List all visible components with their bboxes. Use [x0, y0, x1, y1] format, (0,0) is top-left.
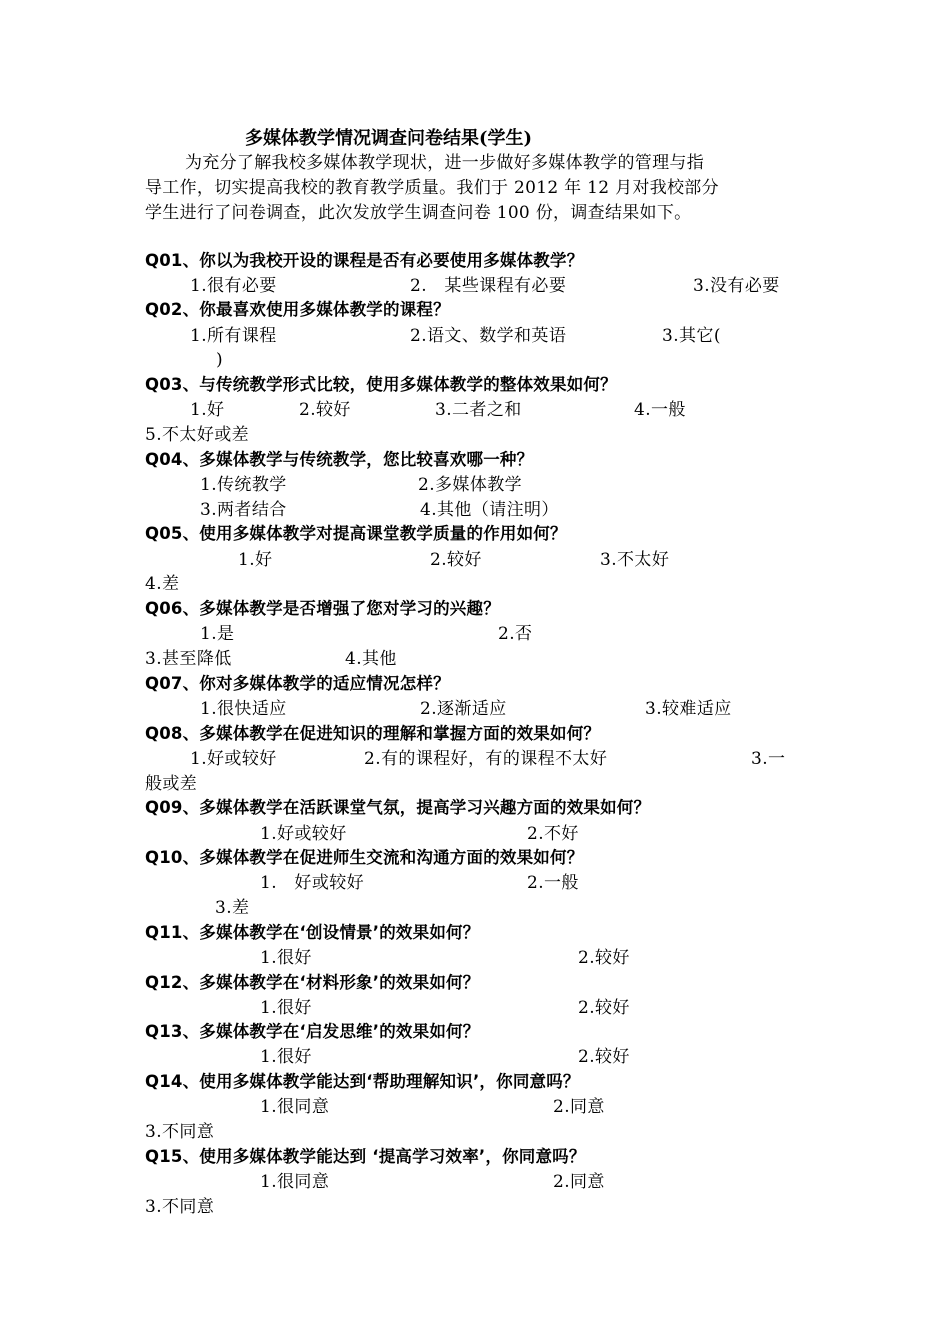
- q10-option-2: 2.一般: [527, 873, 579, 893]
- q15-option-1: 1.很同意: [260, 1172, 330, 1192]
- question-q10: Q10、多媒体教学在促进师生交流和沟通方面的效果如何？: [145, 848, 584, 867]
- q06-option-3: 3.甚至降低: [145, 649, 232, 669]
- q02-option-3-close: ): [216, 350, 224, 370]
- q15-option-2: 2.同意: [553, 1172, 605, 1192]
- intro-line-3: 学生进行了问卷调查，此次发放学生调查问卷 100 份，调查结果如下。: [145, 203, 692, 223]
- q01-option-2: 2. 某些课程有必要: [410, 276, 567, 296]
- q10-option-1: 1. 好或较好: [260, 873, 365, 893]
- q08-option-2: 2.有的课程好，有的课程不太好: [364, 749, 608, 769]
- intro-line-2: 导工作，切实提高我校的教育教学质量。我们于 2012 年 12 月对我校部分: [145, 178, 719, 198]
- q04-option-3: 3.两者结合: [200, 500, 287, 520]
- question-q09: Q09、多媒体教学在活跃课堂气氛，提高学习兴趣方面的效果如何？: [145, 798, 651, 817]
- intro-line-1: 为充分了解我校多媒体教学现状，进一步做好多媒体教学的管理与指: [185, 153, 704, 173]
- question-q01: Q01、你以为我校开设的课程是否有必要使用多媒体教学？: [145, 251, 584, 270]
- question-q15: Q15、使用多媒体教学能达到 ‘提高学习效率’，你同意吗？: [145, 1147, 586, 1166]
- q09-option-2: 2.不好: [527, 824, 579, 844]
- question-q14: Q14、使用多媒体教学能达到‘帮助理解知识’，你同意吗？: [145, 1072, 580, 1091]
- q15-option-3: 3.不同意: [145, 1197, 215, 1217]
- question-q02: Q02、你最喜欢使用多媒体教学的课程？: [145, 300, 450, 319]
- q02-option-3: 3.其它(: [662, 326, 721, 346]
- q05-option-1: 1.好: [238, 550, 273, 570]
- question-q12: Q12、多媒体教学在‘材料形象’的效果如何？: [145, 973, 480, 992]
- q05-option-2: 2.较好: [430, 550, 482, 570]
- q05-option-3: 3.不太好: [600, 550, 670, 570]
- q06-option-1: 1.是: [200, 624, 235, 644]
- q14-option-1: 1.很同意: [260, 1097, 330, 1117]
- q10-option-3: 3.差: [215, 898, 250, 918]
- question-q03: Q03、与传统教学形式比较，使用多媒体教学的整体效果如何？: [145, 375, 617, 394]
- q02-option-1: 1.所有课程: [190, 326, 277, 346]
- q03-option-3: 3.二者之和: [435, 400, 522, 420]
- q01-option-3: 3.没有必要: [693, 276, 780, 296]
- q13-option-1: 1.很好: [260, 1047, 312, 1067]
- q01-option-1: 1.很有必要: [190, 276, 277, 296]
- q09-option-1: 1.好或较好: [260, 824, 347, 844]
- q14-option-3: 3.不同意: [145, 1122, 215, 1142]
- question-q05: Q05、使用多媒体教学对提高课堂教学质量的作用如何？: [145, 524, 567, 543]
- question-q06: Q06、多媒体教学是否增强了您对学习的兴趣？: [145, 599, 500, 618]
- q06-option-2: 2.否: [498, 624, 533, 644]
- question-q04: Q04、多媒体教学与传统教学，您比较喜欢哪一种？: [145, 450, 534, 469]
- question-q13: Q13、多媒体教学在‘启发思维’的效果如何？: [145, 1022, 480, 1041]
- question-q07: Q07、你对多媒体教学的适应情况怎样？: [145, 674, 450, 693]
- q07-option-1: 1.很快适应: [200, 699, 287, 719]
- q08-option-3: 3.一: [751, 749, 786, 769]
- q12-option-2: 2.较好: [578, 998, 630, 1018]
- q13-option-2: 2.较好: [578, 1047, 630, 1067]
- q14-option-2: 2.同意: [553, 1097, 605, 1117]
- q08-option-1: 1.好或较好: [190, 749, 277, 769]
- q08-option-3-cont: 般或差: [145, 774, 198, 794]
- q11-option-2: 2.较好: [578, 948, 630, 968]
- question-q08: Q08、多媒体教学在促进知识的理解和掌握方面的效果如何？: [145, 724, 601, 743]
- q03-option-4: 4.一般: [634, 400, 686, 420]
- q07-option-3: 3.较难适应: [645, 699, 732, 719]
- document-title: 多媒体教学情况调查问卷结果(学生): [245, 128, 533, 149]
- q12-option-1: 1.很好: [260, 998, 312, 1018]
- q04-option-4: 4.其他（请注明）: [420, 500, 559, 520]
- question-q11: Q11、多媒体教学在‘创设情景’的效果如何？: [145, 923, 480, 942]
- q06-option-4: 4.其他: [345, 649, 397, 669]
- q04-option-1: 1.传统教学: [200, 475, 287, 495]
- q04-option-2: 2.多媒体教学: [418, 475, 523, 495]
- q07-option-2: 2.逐渐适应: [420, 699, 507, 719]
- q03-option-5: 5.不太好或差: [145, 425, 250, 445]
- q02-option-2: 2.语文、数学和英语: [410, 326, 567, 346]
- q03-option-1: 1.好: [190, 400, 225, 420]
- q03-option-2: 2.较好: [299, 400, 351, 420]
- q11-option-1: 1.很好: [260, 948, 312, 968]
- q05-option-4: 4.差: [145, 574, 180, 594]
